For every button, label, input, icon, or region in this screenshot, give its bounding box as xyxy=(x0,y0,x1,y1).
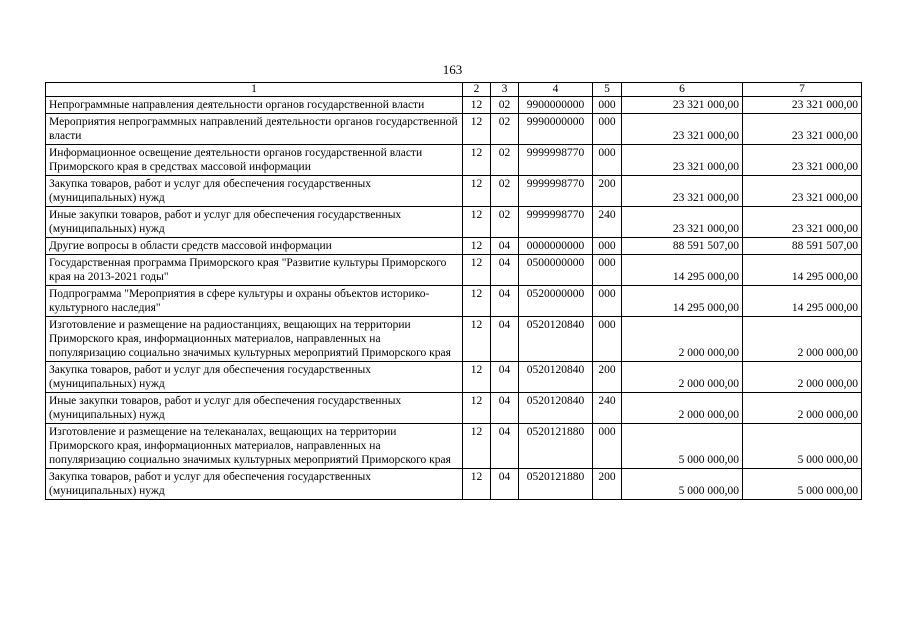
subsection-code-cell: 04 xyxy=(491,255,519,286)
expense-type-cell: 000 xyxy=(593,97,622,114)
amount-col7-cell: 23 321 000,00 xyxy=(743,176,862,207)
table-body xyxy=(46,97,862,500)
section-code-cell: 12 xyxy=(463,393,491,424)
target-article-cell: 0520000000 xyxy=(519,286,593,317)
amount-col7-cell: 88 591 507,00 xyxy=(743,238,862,255)
amount-col6-cell: 2 000 000,00 xyxy=(622,393,743,424)
expense-type-cell: 000 xyxy=(593,286,622,317)
table-row xyxy=(46,176,862,207)
column-header: 1 xyxy=(46,83,463,97)
amount-col7-cell: 14 295 000,00 xyxy=(743,255,862,286)
row-name-cell: Непрограммные направления деятельности органов государственной власти xyxy=(46,97,463,114)
amount-col7-cell: 23 321 000,00 xyxy=(743,207,862,238)
amount-col6-cell: 14 295 000,00 xyxy=(622,286,743,317)
expense-type-cell: 240 xyxy=(593,393,622,424)
row-name-cell: Государственная программа Приморского края "Развитие культуры Приморского края на 2013-2021 годы" xyxy=(46,255,463,286)
section-code-cell: 12 xyxy=(463,255,491,286)
target-article-cell: 0520120840 xyxy=(519,362,593,393)
section-code-cell: 12 xyxy=(463,176,491,207)
target-article-cell: 9900000000 xyxy=(519,97,593,114)
amount-col6-cell: 14 295 000,00 xyxy=(622,255,743,286)
section-code-cell: 12 xyxy=(463,317,491,362)
table-row xyxy=(46,255,862,286)
table-row xyxy=(46,393,862,424)
target-article-cell: 0520120840 xyxy=(519,317,593,362)
table-row xyxy=(46,317,862,362)
row-name-cell: Иные закупки товаров, работ и услуг для обеспечения государственных (муниципальных) нужд xyxy=(46,207,463,238)
column-header: 4 xyxy=(519,83,593,97)
table-header-row xyxy=(46,83,862,97)
amount-col7-cell: 2 000 000,00 xyxy=(743,393,862,424)
table-row xyxy=(46,145,862,176)
table-row xyxy=(46,469,862,500)
table-row xyxy=(46,362,862,393)
column-header: 7 xyxy=(743,83,862,97)
subsection-code-cell: 04 xyxy=(491,393,519,424)
page-number: 163 xyxy=(442,62,463,77)
table-row xyxy=(46,114,862,145)
amount-col7-cell: 23 321 000,00 xyxy=(743,145,862,176)
subsection-code-cell: 02 xyxy=(491,145,519,176)
amount-col7-cell: 5 000 000,00 xyxy=(743,469,862,500)
target-article-cell: 9990000000 xyxy=(519,114,593,145)
expense-type-cell: 240 xyxy=(593,207,622,238)
row-name-cell: Иные закупки товаров, работ и услуг для обеспечения государственных (муниципальных) нужд xyxy=(46,393,463,424)
column-header: 5 xyxy=(593,83,622,97)
table-row xyxy=(46,97,862,114)
column-header: 2 xyxy=(463,83,491,97)
subsection-code-cell: 02 xyxy=(491,176,519,207)
section-code-cell: 12 xyxy=(463,238,491,255)
expense-type-cell: 000 xyxy=(593,424,622,469)
section-code-cell: 12 xyxy=(463,362,491,393)
subsection-code-cell: 02 xyxy=(491,97,519,114)
target-article-cell: 9999998770 xyxy=(519,145,593,176)
row-name-cell: Закупка товаров, работ и услуг для обеспечения государственных (муниципальных) нужд xyxy=(46,176,463,207)
expense-type-cell: 200 xyxy=(593,176,622,207)
section-code-cell: 12 xyxy=(463,145,491,176)
row-name-cell: Изготовление и размещение на радиостанциях, вещающих на территории Приморского края, информационных материалов, направленных на популяризацию социально значимых культурных мероприятий Приморского края xyxy=(46,317,463,362)
row-name-cell: Закупка товаров, работ и услуг для обеспечения государственных (муниципальных) нужд xyxy=(46,362,463,393)
amount-col6-cell: 23 321 000,00 xyxy=(622,97,743,114)
amount-col6-cell: 5 000 000,00 xyxy=(622,469,743,500)
target-article-cell: 9999998770 xyxy=(519,207,593,238)
amount-col7-cell: 23 321 000,00 xyxy=(743,114,862,145)
subsection-code-cell: 04 xyxy=(491,238,519,255)
amount-col7-cell: 14 295 000,00 xyxy=(743,286,862,317)
section-code-cell: 12 xyxy=(463,286,491,317)
table-row xyxy=(46,424,862,469)
subsection-code-cell: 04 xyxy=(491,469,519,500)
target-article-cell: 0500000000 xyxy=(519,255,593,286)
subsection-code-cell: 02 xyxy=(491,114,519,145)
amount-col6-cell: 2 000 000,00 xyxy=(622,362,743,393)
budget-table xyxy=(45,82,862,500)
row-name-cell: Закупка товаров, работ и услуг для обеспечения государственных (муниципальных) нужд xyxy=(46,469,463,500)
section-code-cell: 12 xyxy=(463,207,491,238)
subsection-code-cell: 04 xyxy=(491,317,519,362)
target-article-cell: 0000000000 xyxy=(519,238,593,255)
amount-col6-cell: 5 000 000,00 xyxy=(622,424,743,469)
table-row xyxy=(46,207,862,238)
amount-col6-cell: 88 591 507,00 xyxy=(622,238,743,255)
expense-type-cell: 000 xyxy=(593,145,622,176)
section-code-cell: 12 xyxy=(463,97,491,114)
expense-type-cell: 000 xyxy=(593,238,622,255)
column-header: 3 xyxy=(491,83,519,97)
row-name-cell: Другие вопросы в области средств массовой информации xyxy=(46,238,463,255)
expense-type-cell: 000 xyxy=(593,317,622,362)
amount-col7-cell: 2 000 000,00 xyxy=(743,317,862,362)
amount-col6-cell: 23 321 000,00 xyxy=(622,114,743,145)
expense-type-cell: 200 xyxy=(593,469,622,500)
expense-type-cell: 000 xyxy=(593,255,622,286)
section-code-cell: 12 xyxy=(463,424,491,469)
subsection-code-cell: 04 xyxy=(491,286,519,317)
section-code-cell: 12 xyxy=(463,114,491,145)
amount-col6-cell: 2 000 000,00 xyxy=(622,317,743,362)
row-name-cell: Изготовление и размещение на телеканалах, вещающих на территории Приморского края, информационных материалов, направленных на популяризацию социально значимых культурных мероприятий Приморского края xyxy=(46,424,463,469)
target-article-cell: 0520121880 xyxy=(519,469,593,500)
amount-col6-cell: 23 321 000,00 xyxy=(622,176,743,207)
table-row xyxy=(46,238,862,255)
amount-col7-cell: 2 000 000,00 xyxy=(743,362,862,393)
column-header: 6 xyxy=(622,83,743,97)
target-article-cell: 0520121880 xyxy=(519,424,593,469)
amount-col7-cell: 23 321 000,00 xyxy=(743,97,862,114)
table-row xyxy=(46,286,862,317)
amount-col6-cell: 23 321 000,00 xyxy=(622,207,743,238)
subsection-code-cell: 04 xyxy=(491,424,519,469)
expense-type-cell: 200 xyxy=(593,362,622,393)
row-name-cell: Информационное освещение деятельности органов государственной власти Приморского края в средствах массовой информации xyxy=(46,145,463,176)
amount-col6-cell: 23 321 000,00 xyxy=(622,145,743,176)
subsection-code-cell: 02 xyxy=(491,207,519,238)
expense-type-cell: 000 xyxy=(593,114,622,145)
target-article-cell: 9999998770 xyxy=(519,176,593,207)
row-name-cell: Мероприятия непрограммных направлений деятельности органов государственной власти xyxy=(46,114,463,145)
section-code-cell: 12 xyxy=(463,469,491,500)
amount-col7-cell: 5 000 000,00 xyxy=(743,424,862,469)
subsection-code-cell: 04 xyxy=(491,362,519,393)
target-article-cell: 0520120840 xyxy=(519,393,593,424)
row-name-cell: Подпрограмма "Мероприятия в сфере культуры и охраны объектов историко-культурного наследия" xyxy=(46,286,463,317)
